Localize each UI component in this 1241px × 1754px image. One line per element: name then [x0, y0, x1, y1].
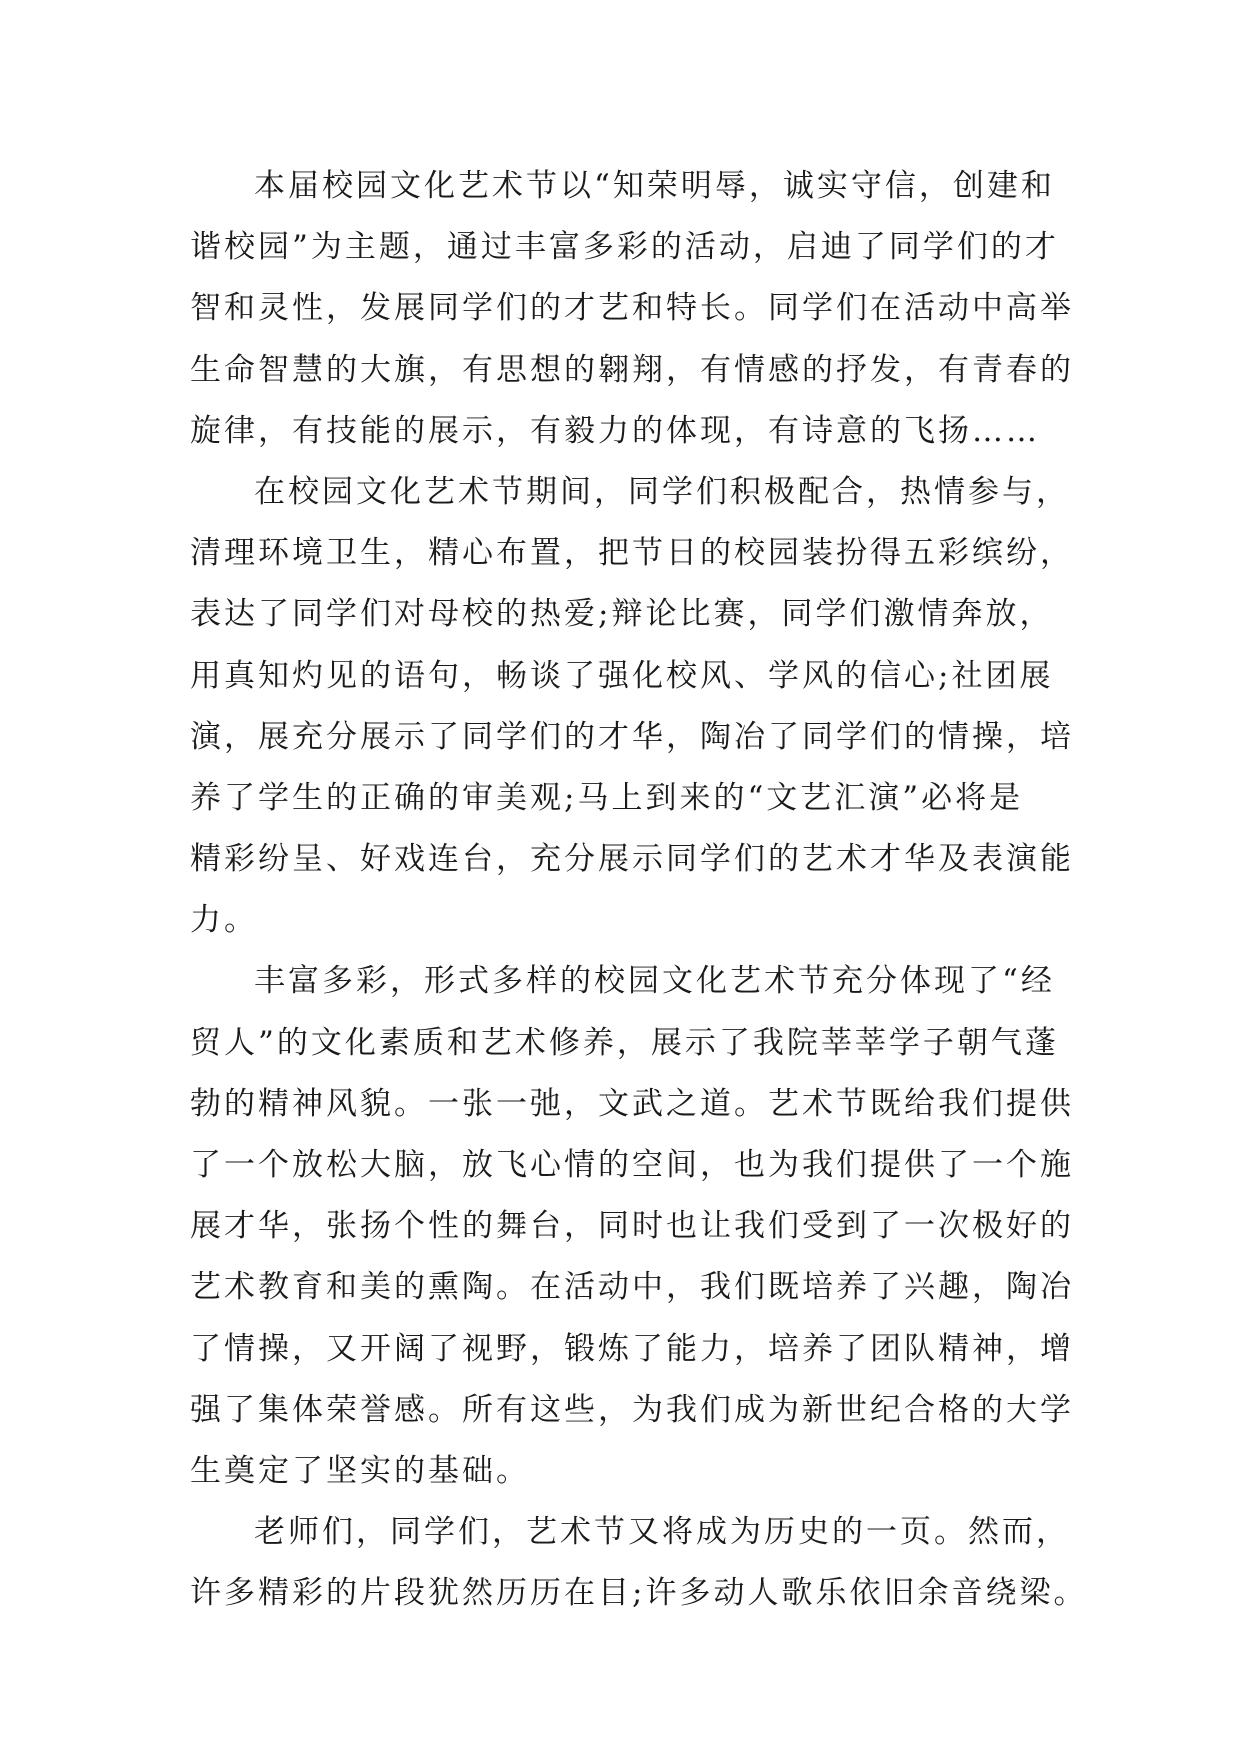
text-line: 勃的精神风貌。一张一弛，文武之道。艺术节既给我们提供: [190, 1085, 1074, 1122]
text-line: 用真知灼见的语句，畅谈了强化校风、学风的信心;社团展: [190, 657, 1054, 694]
text-line: 老师们，同学们，艺术节又将成为历史的一页。然而，: [254, 1514, 1070, 1551]
text-line: 了情操，又开阔了视野，锻炼了能力，培养了团队精神，增: [190, 1330, 1074, 1367]
text-line: 贸人”的文化素质和艺术修养，展示了我院莘莘学子朝气蓬: [190, 1024, 1059, 1061]
text-line: 旋律，有技能的展示，有毅力的体现，有诗意的飞扬……: [190, 412, 1040, 449]
text-line: 清理环境卫生，精心布置，把节日的校园装扮得五彩缤纷，: [190, 535, 1074, 572]
text-line: 许多精彩的片段犹然历历在目;许多动人歌乐依旧余音绕梁。: [190, 1575, 1088, 1612]
text-line: 养了学生的正确的审美观;马上到来的“文艺汇演”必将是: [190, 779, 1024, 816]
text-line: 强了集体荣誉感。所有这些，为我们成为新世纪合格的大学: [190, 1391, 1074, 1428]
body-text: [190, 156, 1088, 1625]
text-line: 艺术教育和美的熏陶。在活动中，我们既培养了兴趣，陶冶: [190, 1269, 1074, 1306]
text-line: 谐校园”为主题，通过丰富多彩的活动，启迪了同学们的才: [190, 229, 1059, 266]
text-line: 展才华，张扬个性的舞台，同时也让我们受到了一次极好的: [190, 1208, 1074, 1245]
text-line: 了一个放松大脑，放飞心情的空间，也为我们提供了一个施: [190, 1147, 1074, 1183]
text-line: 精彩纷呈、好戏连台，充分展示同学们的艺术才华及表演能: [190, 841, 1074, 878]
text-line: 演，展充分展示了同学们的才华，陶冶了同学们的情操，培: [190, 718, 1074, 755]
text-line: 力。: [190, 902, 258, 939]
text-line: 在校园文化艺术节期间，同学们积极配合，热情参与，: [254, 473, 1070, 510]
text-line: 本届校园文化艺术节以“知荣明辱，诚实守信，创建和: [254, 168, 1055, 204]
text-line: 智和灵性，发展同学们的才艺和特长。同学们在活动中高举: [190, 290, 1074, 327]
text-line: 生奠定了坚实的基础。: [190, 1452, 530, 1489]
text-line: 丰富多彩，形式多样的校园文化艺术节充分体现了“经: [254, 963, 1055, 1000]
text-line: 表达了同学们对母校的热爱;辩论比赛，同学们激情奔放，: [190, 596, 1054, 633]
text-line: 生命智慧的大旗，有思想的翱翔，有情感的抒发，有青春的: [190, 351, 1074, 388]
